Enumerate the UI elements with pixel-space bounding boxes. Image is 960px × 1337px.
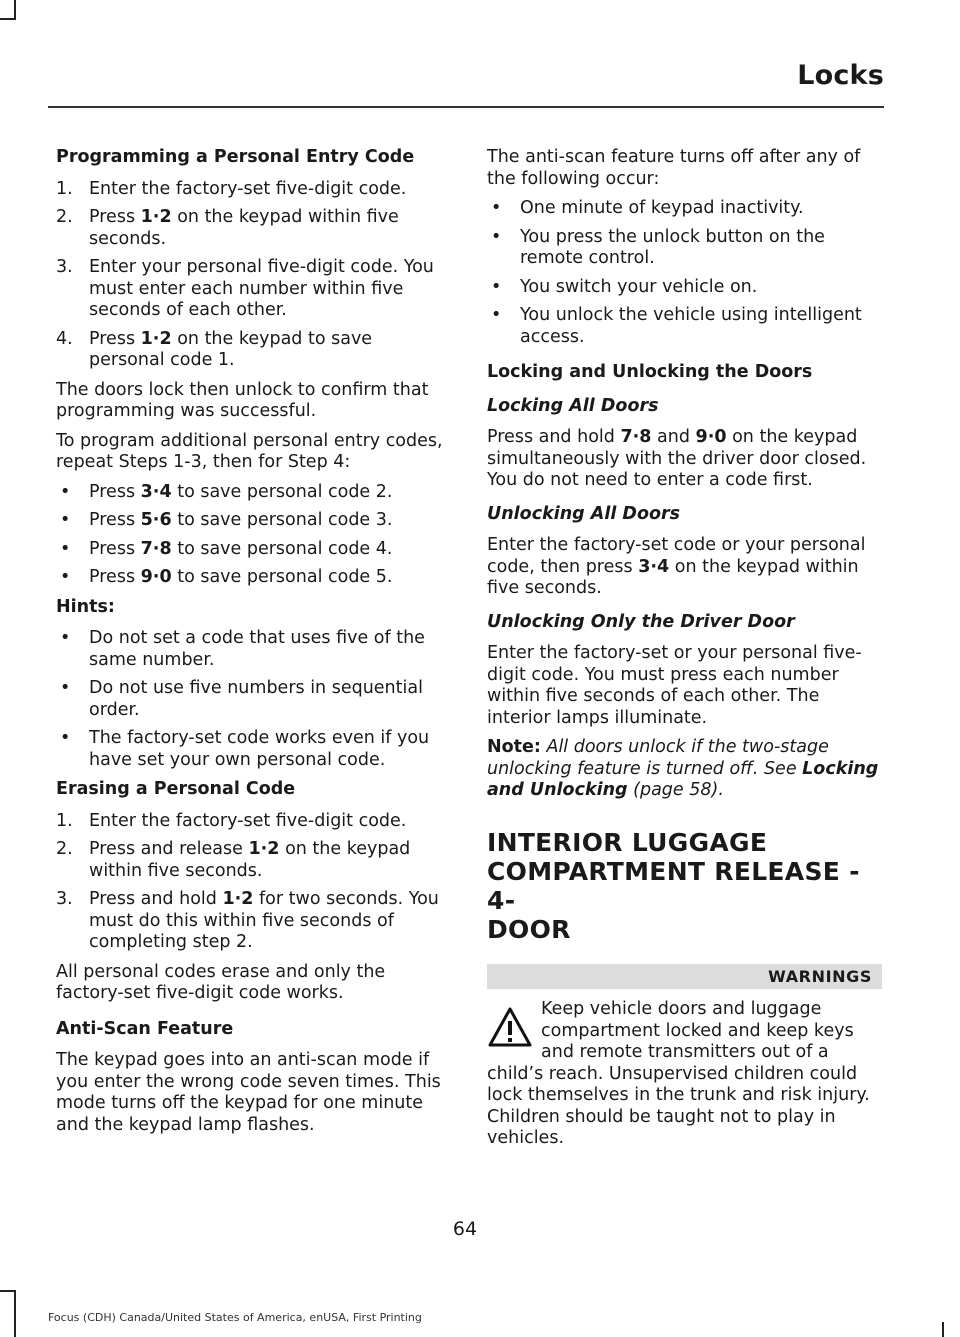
header-divider	[48, 106, 884, 108]
paragraph: The anti-scan feature turns off after any of the following occur:	[487, 147, 861, 189]
anti-scan-list	[487, 198, 882, 348]
warning-triangle-icon	[487, 1005, 533, 1051]
heading-locking-unlocking: Locking and Unlocking the Doors	[487, 362, 813, 382]
crop-mark	[0, 1290, 16, 1292]
paragraph: All personal codes erase and only the factory-set five-digit code works.	[56, 961, 386, 1003]
warnings-bar: WARNINGS	[487, 964, 882, 990]
paragraph: To program additional personal entry codes, repeat Steps 1-3, then for Step 4:	[56, 430, 443, 472]
list-item: • Press 7·8 to save personal code 4.	[60, 538, 393, 559]
list-item: • Press 3·4 to save personal code 2.	[60, 481, 393, 502]
crop-mark	[14, 0, 16, 20]
heading-programming: Programming a Personal Entry Code	[56, 147, 415, 167]
list-item: • Press 9·0 to save personal code 5.	[60, 567, 393, 587]
list-item: 1. Enter the factory-set five-digit code.	[56, 810, 407, 831]
page-number: 64	[452, 1218, 478, 1240]
list-item: • You switch your vehicle on.	[491, 276, 758, 297]
crop-mark	[14, 1290, 16, 1337]
heading-erasing: Erasing a Personal Code	[56, 779, 296, 799]
note: Note: All doors unlock if the two-stage unlocking feature is turned off. See Locking and Unlocking (page 58).	[487, 737, 879, 800]
hints-list	[56, 628, 451, 771]
right-column	[487, 147, 882, 1158]
list-item: • One minute of keypad inactivity.	[491, 198, 804, 218]
list-item: • Do not use five numbers in sequential order.	[60, 678, 423, 720]
warning-text: Keep vehicle doors and luggage compartment locked and keep keys and remote transmitters out of a child’s reach. Unsupervised children could lock themselves in the trunk and risk injury. Children should be taught not to play in vehicles.	[487, 999, 870, 1148]
list-item: 2. Press and release 1·2 on the keypad within five seconds.	[56, 839, 411, 881]
crop-mark	[0, 18, 16, 20]
heading-unlocking-driver: Unlocking Only the Driver Door	[487, 611, 795, 632]
heading-unlocking-all: Unlocking All Doors	[487, 503, 681, 524]
section-heading: INTERIOR LUGGAGE COMPARTMENT RELEASE - 4- DOOR	[487, 827, 860, 944]
programming-steps	[56, 179, 451, 372]
list-item: • Do not set a code that uses five of the same number.	[60, 628, 425, 670]
paragraph: The keypad goes into an anti-scan mode if you enter the wrong code seven times. This mode turns off the keypad for one minute and the keypad lamp flashes.	[56, 1050, 441, 1135]
list-item: 2. Press 1·2 on the keypad within five seconds.	[56, 207, 399, 249]
list-item: 4. Press 1·2 on the keypad to save personal code 1.	[56, 328, 373, 370]
left-column	[56, 147, 451, 1144]
heading-locking-all: Locking All Doors	[487, 395, 659, 416]
list-item: • The factory-set code works even if you have set your own personal code.	[60, 728, 430, 770]
list-item: 3. Enter your personal five-digit code. You must enter each number within five seconds of each other.	[56, 257, 434, 320]
list-item: 1. Enter the factory-set five-digit code.	[56, 178, 407, 199]
list-item: 3. Press and hold 1·2 for two seconds. You must do this within five seconds of completing step 2.	[56, 889, 439, 952]
heading-anti-scan: Anti-Scan Feature	[56, 1018, 234, 1039]
erasing-steps	[56, 811, 451, 954]
heading-hints: Hints:	[56, 596, 115, 617]
list-item: • Press 5·6 to save personal code 3.	[60, 510, 393, 530]
list-item: • You press the unlock button on the remote control.	[491, 226, 825, 268]
paragraph: Press and hold 7·8 and 9·0 on the keypad simultaneously with the driver door closed. You do not need to enter a code first.	[487, 427, 867, 490]
crop-mark	[942, 1322, 944, 1337]
paragraph: Enter the factory-set code or your personal code, then press 3·4 on the keypad within five seconds.	[487, 535, 866, 598]
paragraph: The doors lock then unlock to confirm that programming was successful.	[56, 379, 429, 421]
warning-block	[487, 999, 882, 1150]
additional-codes-list	[56, 482, 451, 589]
cross-reference-link[interactable]: Locking and Unlocking	[487, 758, 879, 800]
footer-print-info: Focus (CDH) Canada/United States of America, enUSA, First Printing	[48, 1311, 422, 1324]
paragraph: Enter the factory-set or your personal five-digit code. You must press each number within five seconds of each other. The interior lamps illuminate.	[487, 643, 862, 728]
list-item: • You unlock the vehicle using intelligent access.	[491, 305, 862, 347]
page-title: Locks	[797, 60, 884, 91]
